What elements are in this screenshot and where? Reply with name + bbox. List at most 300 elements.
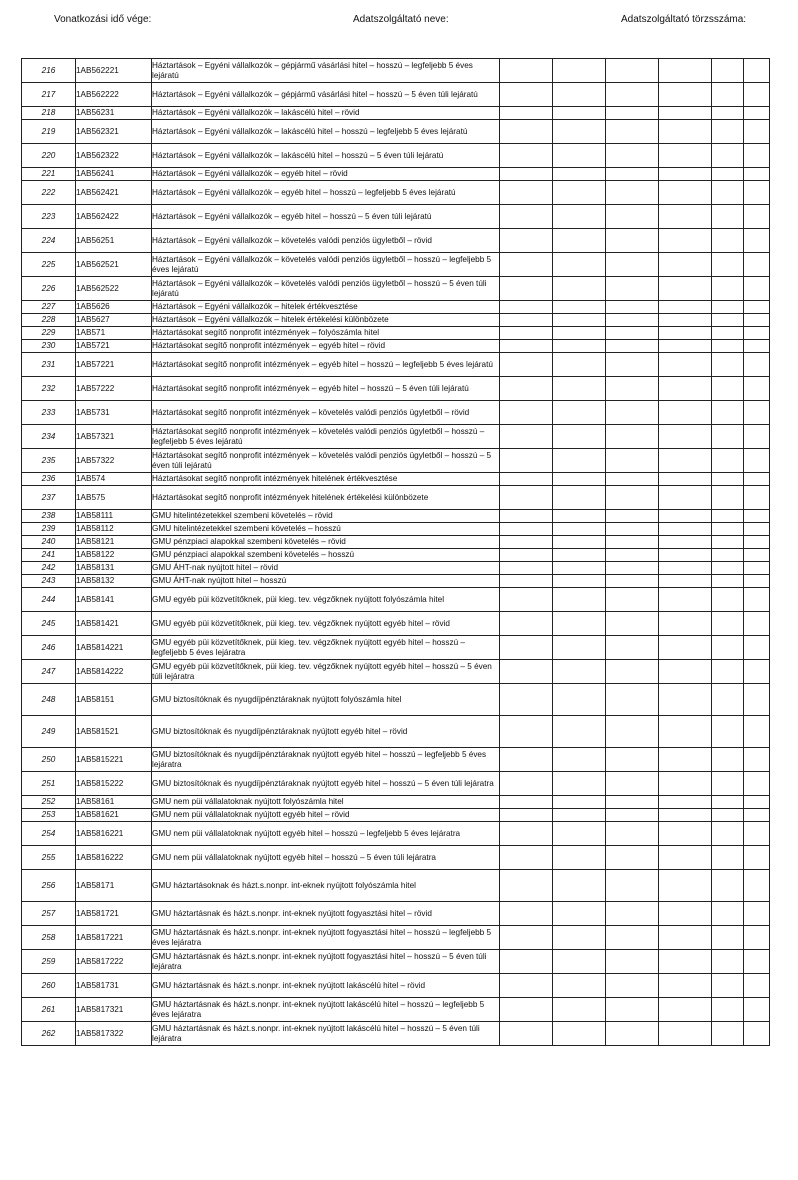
value-cell[interactable]: [500, 301, 553, 314]
value-cell[interactable]: [553, 473, 606, 486]
value-cell[interactable]: [659, 205, 712, 229]
value-cell[interactable]: [744, 181, 770, 205]
value-cell[interactable]: [744, 340, 770, 353]
value-cell[interactable]: [712, 314, 744, 327]
value-cell[interactable]: [500, 314, 553, 327]
value-cell[interactable]: [553, 340, 606, 353]
value-cell[interactable]: [659, 277, 712, 301]
value-cell[interactable]: [500, 340, 553, 353]
value-cell[interactable]: [712, 902, 744, 926]
table-row: [22, 562, 770, 575]
value-cell[interactable]: [500, 870, 553, 902]
value-cell[interactable]: [744, 353, 770, 377]
value-cell[interactable]: [553, 549, 606, 562]
value-cell[interactable]: [712, 549, 744, 562]
value-cell[interactable]: [712, 562, 744, 575]
value-cell[interactable]: [744, 636, 770, 660]
value-cell[interactable]: [659, 510, 712, 523]
value-cell[interactable]: [659, 168, 712, 181]
value-cell[interactable]: [553, 575, 606, 588]
value-cell[interactable]: [500, 59, 553, 83]
value-cell[interactable]: [659, 926, 712, 950]
value-cell[interactable]: [500, 168, 553, 181]
value-cell[interactable]: [606, 523, 659, 536]
value-cell[interactable]: [712, 401, 744, 425]
value-cell[interactable]: [744, 660, 770, 684]
value-cell[interactable]: [606, 612, 659, 636]
value-cell[interactable]: [553, 229, 606, 253]
value-cell[interactable]: [553, 612, 606, 636]
value-cell[interactable]: [553, 377, 606, 401]
value-cell[interactable]: [712, 998, 744, 1022]
value-cell[interactable]: [553, 253, 606, 277]
value-cell[interactable]: [606, 772, 659, 796]
value-cell[interactable]: [606, 902, 659, 926]
table-row: [22, 588, 770, 612]
value-cell[interactable]: [744, 144, 770, 168]
value-cell[interactable]: [500, 253, 553, 277]
value-cell[interactable]: [606, 660, 659, 684]
value-cell[interactable]: [712, 822, 744, 846]
row-description: GMU pénzpiaci alapokkal szembeni követelés – hosszú: [152, 549, 500, 562]
value-cell[interactable]: [553, 510, 606, 523]
value-cell[interactable]: [744, 926, 770, 950]
value-cell[interactable]: [500, 107, 553, 120]
value-cell[interactable]: [712, 612, 744, 636]
value-cell[interactable]: [659, 425, 712, 449]
value-cell[interactable]: [659, 83, 712, 107]
value-cell[interactable]: [744, 575, 770, 588]
value-cell[interactable]: [500, 684, 553, 716]
value-cell[interactable]: [606, 796, 659, 809]
value-cell[interactable]: [659, 353, 712, 377]
value-cell[interactable]: [500, 822, 553, 846]
value-cell[interactable]: [606, 510, 659, 523]
value-cell[interactable]: [659, 523, 712, 536]
value-cell[interactable]: [606, 449, 659, 473]
value-cell[interactable]: [712, 120, 744, 144]
value-cell[interactable]: [659, 612, 712, 636]
value-cell[interactable]: [500, 636, 553, 660]
value-cell[interactable]: [712, 107, 744, 120]
value-cell[interactable]: [712, 510, 744, 523]
value-cell[interactable]: [500, 549, 553, 562]
value-cell[interactable]: [553, 314, 606, 327]
value-cell[interactable]: [659, 796, 712, 809]
value-cell[interactable]: [553, 449, 606, 473]
value-cell[interactable]: [500, 809, 553, 822]
row-description: Háztartásokat segítő nonprofit intézmények – követelés valódi penziós ügyletből – hosszú – 5 éven túli lejáratú: [152, 449, 500, 473]
value-cell[interactable]: [553, 353, 606, 377]
value-cell[interactable]: [553, 846, 606, 870]
value-cell[interactable]: [606, 83, 659, 107]
value-cell[interactable]: [744, 716, 770, 748]
value-cell[interactable]: [659, 181, 712, 205]
value-cell[interactable]: [606, 144, 659, 168]
value-cell[interactable]: [744, 684, 770, 716]
value-cell[interactable]: [712, 486, 744, 510]
row-code: 1AB581421: [76, 612, 152, 636]
value-cell[interactable]: [659, 536, 712, 549]
value-cell[interactable]: [500, 473, 553, 486]
value-cell[interactable]: [553, 902, 606, 926]
value-cell[interactable]: [712, 377, 744, 401]
value-cell[interactable]: [744, 486, 770, 510]
value-cell[interactable]: [553, 327, 606, 340]
value-cell[interactable]: [500, 377, 553, 401]
value-cell[interactable]: [500, 401, 553, 425]
value-cell[interactable]: [606, 353, 659, 377]
value-cell[interactable]: [712, 83, 744, 107]
value-cell[interactable]: [553, 809, 606, 822]
value-cell[interactable]: [500, 83, 553, 107]
row-description: Háztartások – Egyéni vállalkozók – egyéb hitel – rövid: [152, 168, 500, 181]
value-cell[interactable]: [659, 120, 712, 144]
value-cell[interactable]: [744, 377, 770, 401]
value-cell[interactable]: [606, 107, 659, 120]
value-cell[interactable]: [500, 588, 553, 612]
value-cell[interactable]: [553, 425, 606, 449]
value-cell[interactable]: [744, 974, 770, 998]
value-cell[interactable]: [606, 301, 659, 314]
value-cell[interactable]: [553, 950, 606, 974]
value-cell[interactable]: [712, 59, 744, 83]
value-cell[interactable]: [606, 822, 659, 846]
value-cell[interactable]: [659, 229, 712, 253]
value-cell[interactable]: [606, 205, 659, 229]
value-cell[interactable]: [712, 870, 744, 902]
value-cell[interactable]: [659, 575, 712, 588]
value-cell[interactable]: [744, 998, 770, 1022]
value-cell[interactable]: [606, 636, 659, 660]
value-cell[interactable]: [606, 562, 659, 575]
value-cell[interactable]: [659, 473, 712, 486]
value-cell[interactable]: [744, 950, 770, 974]
value-cell[interactable]: [744, 870, 770, 902]
value-cell[interactable]: [712, 340, 744, 353]
value-cell[interactable]: [659, 684, 712, 716]
value-cell[interactable]: [659, 902, 712, 926]
value-cell[interactable]: [606, 998, 659, 1022]
value-cell[interactable]: [606, 229, 659, 253]
value-cell[interactable]: [553, 926, 606, 950]
value-cell[interactable]: [500, 612, 553, 636]
value-cell[interactable]: [659, 809, 712, 822]
table-row: [22, 772, 770, 796]
value-cell[interactable]: [659, 950, 712, 974]
value-cell[interactable]: [606, 809, 659, 822]
value-cell[interactable]: [606, 168, 659, 181]
value-cell[interactable]: [659, 974, 712, 998]
value-cell[interactable]: [500, 486, 553, 510]
value-cell[interactable]: [712, 974, 744, 998]
value-cell[interactable]: [712, 588, 744, 612]
value-cell[interactable]: [712, 575, 744, 588]
value-cell[interactable]: [659, 486, 712, 510]
value-cell[interactable]: [659, 748, 712, 772]
value-cell[interactable]: [500, 748, 553, 772]
value-cell[interactable]: [744, 327, 770, 340]
value-cell[interactable]: [606, 950, 659, 974]
value-cell[interactable]: [744, 523, 770, 536]
value-cell[interactable]: [744, 314, 770, 327]
value-cell[interactable]: [659, 870, 712, 902]
value-cell[interactable]: [606, 536, 659, 549]
row-number: 225: [22, 253, 76, 277]
value-cell[interactable]: [500, 277, 553, 301]
value-cell[interactable]: [606, 473, 659, 486]
value-cell[interactable]: [712, 796, 744, 809]
value-cell[interactable]: [500, 205, 553, 229]
value-cell[interactable]: [744, 59, 770, 83]
value-cell[interactable]: [744, 588, 770, 612]
value-cell[interactable]: [553, 684, 606, 716]
value-cell[interactable]: [744, 120, 770, 144]
value-cell[interactable]: [659, 327, 712, 340]
value-cell[interactable]: [659, 660, 712, 684]
value-cell[interactable]: [712, 327, 744, 340]
value-cell[interactable]: [659, 340, 712, 353]
row-code: 1AB5626: [76, 301, 152, 314]
value-cell[interactable]: [500, 926, 553, 950]
value-cell[interactable]: [500, 660, 553, 684]
value-cell[interactable]: [606, 377, 659, 401]
value-cell[interactable]: [606, 181, 659, 205]
value-cell[interactable]: [659, 144, 712, 168]
value-cell[interactable]: [659, 772, 712, 796]
value-cell[interactable]: [712, 181, 744, 205]
value-cell[interactable]: [744, 1022, 770, 1046]
value-cell[interactable]: [606, 59, 659, 83]
value-cell[interactable]: [712, 846, 744, 870]
value-cell[interactable]: [500, 846, 553, 870]
value-cell[interactable]: [744, 425, 770, 449]
value-cell[interactable]: [744, 772, 770, 796]
value-cell[interactable]: [553, 748, 606, 772]
value-cell[interactable]: [744, 510, 770, 523]
value-cell[interactable]: [744, 168, 770, 181]
value-cell[interactable]: [553, 588, 606, 612]
value-cell[interactable]: [606, 684, 659, 716]
value-cell[interactable]: [712, 168, 744, 181]
value-cell[interactable]: [500, 229, 553, 253]
table-row: [22, 902, 770, 926]
value-cell[interactable]: [606, 314, 659, 327]
value-cell[interactable]: [553, 277, 606, 301]
value-cell[interactable]: [500, 144, 553, 168]
value-cell[interactable]: [744, 401, 770, 425]
value-cell[interactable]: [606, 870, 659, 902]
row-number: 234: [22, 425, 76, 449]
value-cell[interactable]: [659, 449, 712, 473]
value-cell[interactable]: [712, 253, 744, 277]
value-cell[interactable]: [712, 716, 744, 748]
value-cell[interactable]: [659, 716, 712, 748]
value-cell[interactable]: [744, 796, 770, 809]
value-cell[interactable]: [606, 1022, 659, 1046]
value-cell[interactable]: [712, 353, 744, 377]
value-cell[interactable]: [500, 536, 553, 549]
value-cell[interactable]: [553, 772, 606, 796]
value-cell[interactable]: [712, 523, 744, 536]
value-cell[interactable]: [712, 205, 744, 229]
value-cell[interactable]: [500, 950, 553, 974]
value-cell[interactable]: [606, 549, 659, 562]
value-cell[interactable]: [606, 575, 659, 588]
value-cell[interactable]: [712, 277, 744, 301]
value-cell[interactable]: [606, 327, 659, 340]
value-cell[interactable]: [712, 425, 744, 449]
value-cell[interactable]: [553, 716, 606, 748]
value-cell[interactable]: [553, 562, 606, 575]
value-cell[interactable]: [744, 846, 770, 870]
value-cell[interactable]: [744, 473, 770, 486]
row-code: 1AB5816221: [76, 822, 152, 846]
value-cell[interactable]: [606, 926, 659, 950]
value-cell[interactable]: [500, 562, 553, 575]
value-cell[interactable]: [744, 229, 770, 253]
value-cell[interactable]: [606, 748, 659, 772]
value-cell[interactable]: [712, 301, 744, 314]
value-cell[interactable]: [659, 107, 712, 120]
value-cell[interactable]: [712, 748, 744, 772]
value-cell[interactable]: [659, 301, 712, 314]
value-cell[interactable]: [712, 950, 744, 974]
value-cell[interactable]: [553, 59, 606, 83]
value-cell[interactable]: [606, 401, 659, 425]
value-cell[interactable]: [553, 83, 606, 107]
value-cell[interactable]: [606, 974, 659, 998]
value-cell[interactable]: [500, 796, 553, 809]
value-cell[interactable]: [712, 473, 744, 486]
value-cell[interactable]: [500, 120, 553, 144]
value-cell[interactable]: [659, 588, 712, 612]
value-cell[interactable]: [553, 870, 606, 902]
value-cell[interactable]: [744, 536, 770, 549]
report-table: [21, 58, 770, 1046]
value-cell[interactable]: [659, 401, 712, 425]
value-cell[interactable]: [553, 401, 606, 425]
value-cell[interactable]: [712, 809, 744, 822]
value-cell[interactable]: [553, 523, 606, 536]
value-cell[interactable]: [500, 523, 553, 536]
value-cell[interactable]: [500, 974, 553, 998]
value-cell[interactable]: [553, 536, 606, 549]
value-cell[interactable]: [500, 425, 553, 449]
value-cell[interactable]: [553, 1022, 606, 1046]
row-description: GMU biztosítóknak és nyugdíjpénztáraknak nyújtott egyéb hitel – hosszú – legfeljebb 5 éves lejáratra: [152, 748, 500, 772]
value-cell[interactable]: [553, 822, 606, 846]
value-cell[interactable]: [606, 588, 659, 612]
value-cell[interactable]: [553, 107, 606, 120]
value-cell[interactable]: [606, 277, 659, 301]
value-cell[interactable]: [659, 253, 712, 277]
value-cell[interactable]: [744, 902, 770, 926]
value-cell[interactable]: [712, 229, 744, 253]
row-code: 1AB56231: [76, 107, 152, 120]
value-cell[interactable]: [606, 846, 659, 870]
value-cell[interactable]: [659, 636, 712, 660]
value-cell[interactable]: [659, 377, 712, 401]
value-cell[interactable]: [744, 612, 770, 636]
value-cell[interactable]: [606, 253, 659, 277]
value-cell[interactable]: [744, 449, 770, 473]
value-cell[interactable]: [712, 449, 744, 473]
value-cell[interactable]: [744, 549, 770, 562]
value-cell[interactable]: [553, 974, 606, 998]
value-cell[interactable]: [553, 144, 606, 168]
value-cell[interactable]: [606, 716, 659, 748]
value-cell[interactable]: [659, 998, 712, 1022]
row-code: 1AB56251: [76, 229, 152, 253]
value-cell[interactable]: [500, 181, 553, 205]
value-cell[interactable]: [553, 205, 606, 229]
value-cell[interactable]: [712, 772, 744, 796]
value-cell[interactable]: [659, 549, 712, 562]
row-code: 1AB57222: [76, 377, 152, 401]
value-cell[interactable]: [659, 59, 712, 83]
value-cell[interactable]: [553, 301, 606, 314]
value-cell[interactable]: [744, 562, 770, 575]
value-cell[interactable]: [744, 301, 770, 314]
value-cell[interactable]: [500, 353, 553, 377]
row-code: 1AB581731: [76, 974, 152, 998]
value-cell[interactable]: [553, 636, 606, 660]
value-cell[interactable]: [712, 636, 744, 660]
value-cell[interactable]: [500, 772, 553, 796]
value-cell[interactable]: [712, 144, 744, 168]
value-cell[interactable]: [659, 822, 712, 846]
value-cell[interactable]: [712, 1022, 744, 1046]
value-cell[interactable]: [712, 926, 744, 950]
value-cell[interactable]: [500, 510, 553, 523]
value-cell[interactable]: [744, 253, 770, 277]
value-cell[interactable]: [500, 575, 553, 588]
value-cell[interactable]: [553, 120, 606, 144]
value-cell[interactable]: [659, 562, 712, 575]
value-cell[interactable]: [553, 168, 606, 181]
value-cell[interactable]: [553, 796, 606, 809]
value-cell[interactable]: [606, 486, 659, 510]
value-cell[interactable]: [712, 536, 744, 549]
value-cell[interactable]: [744, 83, 770, 107]
value-cell[interactable]: [500, 716, 553, 748]
value-cell[interactable]: [553, 181, 606, 205]
value-cell[interactable]: [500, 1022, 553, 1046]
value-cell[interactable]: [712, 684, 744, 716]
value-cell[interactable]: [659, 1022, 712, 1046]
value-cell[interactable]: [744, 107, 770, 120]
value-cell[interactable]: [553, 660, 606, 684]
value-cell[interactable]: [606, 425, 659, 449]
value-cell[interactable]: [659, 846, 712, 870]
value-cell[interactable]: [606, 120, 659, 144]
value-cell[interactable]: [744, 748, 770, 772]
value-cell[interactable]: [744, 205, 770, 229]
value-cell[interactable]: [744, 809, 770, 822]
value-cell[interactable]: [744, 277, 770, 301]
value-cell[interactable]: [744, 822, 770, 846]
value-cell[interactable]: [553, 486, 606, 510]
value-cell[interactable]: [500, 998, 553, 1022]
value-cell[interactable]: [500, 902, 553, 926]
value-cell[interactable]: [500, 449, 553, 473]
value-cell[interactable]: [659, 314, 712, 327]
value-cell[interactable]: [606, 340, 659, 353]
value-cell[interactable]: [500, 327, 553, 340]
value-cell[interactable]: [553, 998, 606, 1022]
value-cell[interactable]: [712, 660, 744, 684]
